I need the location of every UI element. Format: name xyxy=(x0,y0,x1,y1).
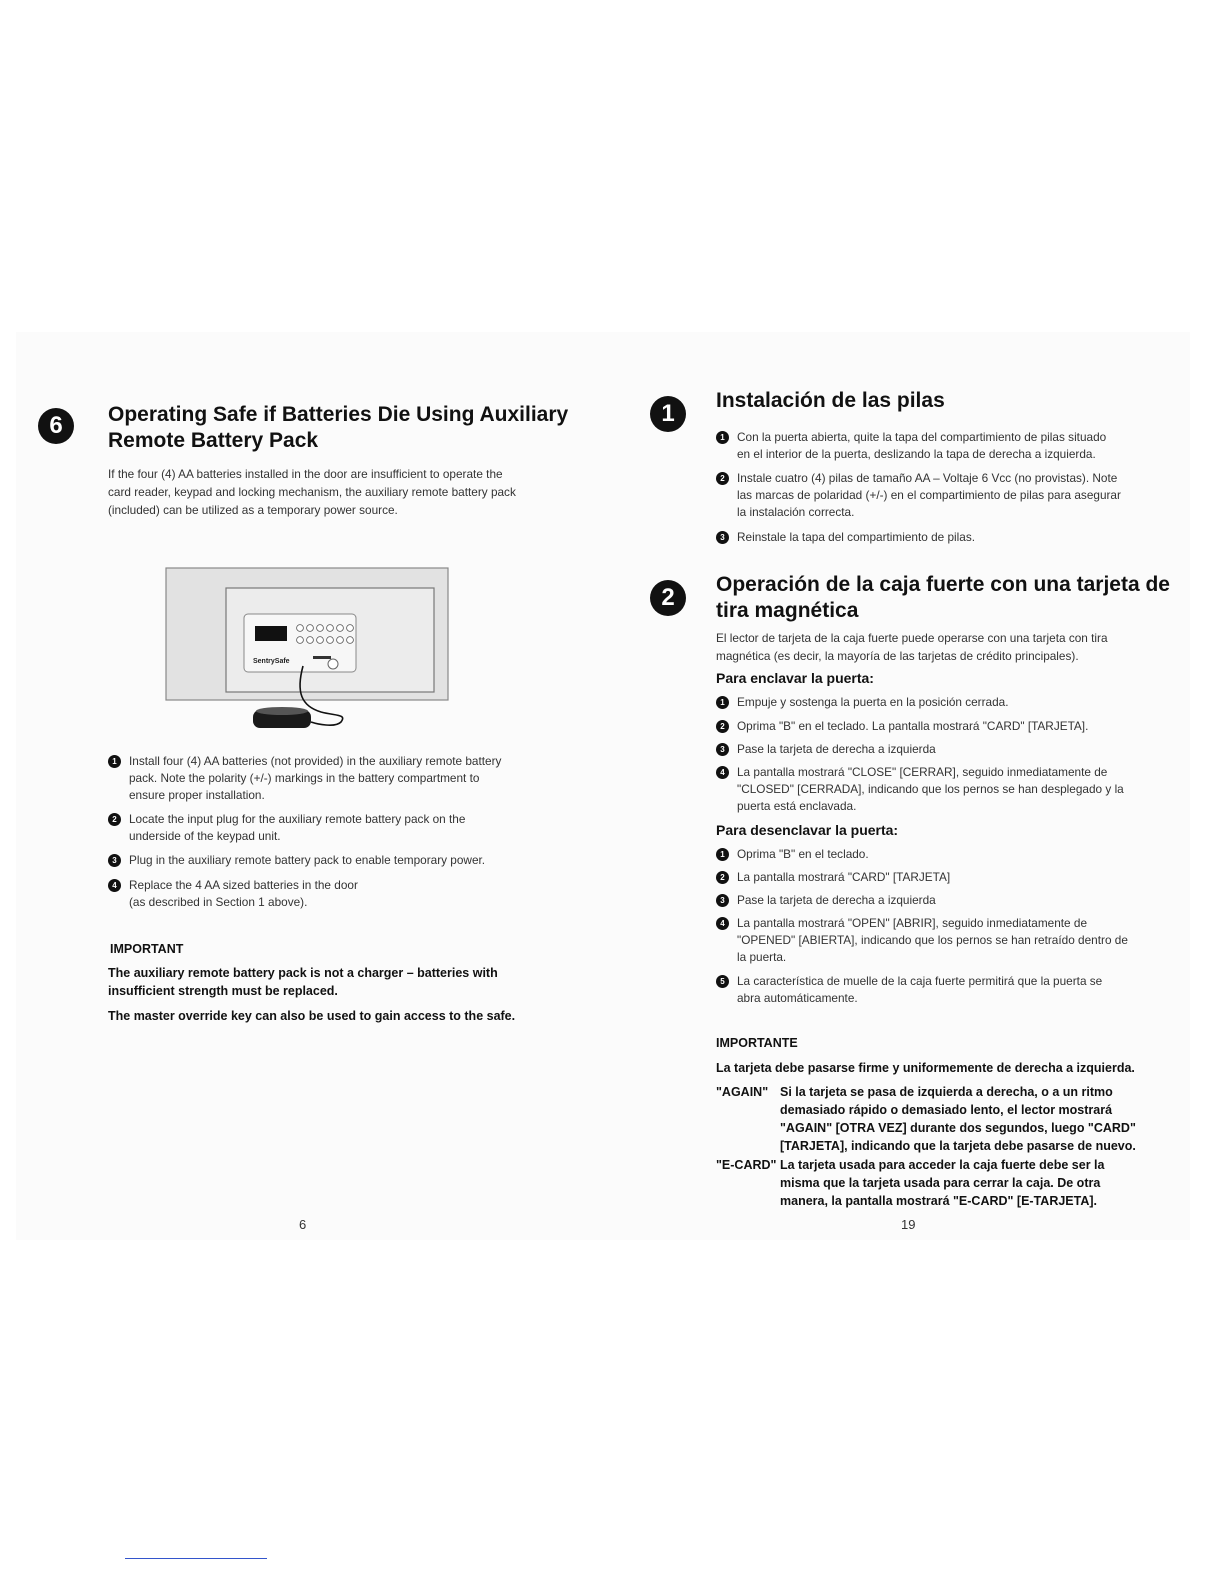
step-number-badge: 4 xyxy=(716,766,729,779)
lock-heading: Para enclavar la puerta: xyxy=(716,670,874,686)
code-line: La tarjeta usada para acceder la caja fuerte debe ser la xyxy=(780,1158,1105,1172)
step-item xyxy=(716,529,975,546)
step-item xyxy=(716,741,936,758)
page-number: 6 xyxy=(299,1217,307,1232)
step-line: Oprima "B" en el teclado. xyxy=(737,847,869,861)
step-line: las marcas de polaridad (+/-) en el compartimiento de pilas para asegurar xyxy=(737,488,1121,502)
code-line: Si la tarjeta se pasa de izquierda a derecha, o a un ritmo xyxy=(780,1085,1113,1099)
step-line: "OPENED" [ABIERTA], indicando que los pernos se han retraído dentro de xyxy=(737,933,1128,947)
step-item xyxy=(716,915,1128,966)
step-line: abra automáticamente. xyxy=(737,991,858,1005)
intro-line: magnética (es decir, la mayoría de las tarjetas de crédito principales). xyxy=(716,649,1079,663)
step-line: la puerta. xyxy=(737,950,787,964)
brand-logo: SentrySafe xyxy=(253,658,290,665)
step-item xyxy=(716,718,1088,735)
step-line: La pantalla mostrará "OPEN" [ABRIR], seguido inmediatamente de xyxy=(737,916,1088,930)
step-line: Instale cuatro (4) pilas de tamaño AA – Voltaje 6 Vcc (no provistas). Note xyxy=(737,471,1118,485)
code-line: demasiado rápido o demasiado lento, el lector mostrará xyxy=(780,1103,1113,1117)
step-line: Empuje y sostenga la puerta en la posición cerrada. xyxy=(737,695,1009,709)
battery-pack-top xyxy=(256,707,308,715)
step-line: La pantalla mostrará "CARD" [TARJETA] xyxy=(737,870,951,884)
section-title-line-2: Remote Battery Pack xyxy=(108,429,319,452)
section-title: Instalación de las pilas xyxy=(716,389,945,412)
step-line: underside of the keypad unit. xyxy=(129,829,281,843)
step-line: Pase la tarjeta de derecha a izquierda xyxy=(737,742,936,756)
step-line: Pase la tarjeta de derecha a izquierda xyxy=(737,893,936,907)
safe-illustration xyxy=(161,564,451,744)
step-item xyxy=(716,892,936,909)
intro-line: (included) can be utilized as a temporary power source. xyxy=(108,503,398,517)
step-number-badge: 1 xyxy=(716,848,729,861)
step-line: Oprima "B" en el teclado. La pantalla mostrará "CARD" [TARJETA]. xyxy=(737,719,1089,733)
right-page xyxy=(606,332,1190,1240)
step-item xyxy=(716,429,1106,463)
keypad-display xyxy=(255,626,287,641)
important-text-line: The auxiliary remote battery pack is not a charger – batteries with xyxy=(108,966,498,980)
step-item xyxy=(716,846,869,863)
display-code: "AGAIN" xyxy=(716,1085,769,1099)
intro-line: card reader, keypad and locking mechanism, the auxiliary remote battery pack xyxy=(108,485,516,499)
step-item xyxy=(108,852,485,869)
code-line: misma que la tarjeta usada para cerrar la caja. De otra xyxy=(780,1176,1101,1190)
important-label: IMPORTANTE xyxy=(716,1036,798,1050)
section-number-badge: 2 xyxy=(650,580,686,616)
step-line: La característica de muelle de la caja fuerte permitirá que la puerta se xyxy=(737,974,1103,988)
code-line: manera, la pantalla mostrará "E-CARD" [E-TARJETA]. xyxy=(780,1194,1098,1208)
important-text-line: The master override key can also be used to gain access to the safe. xyxy=(108,1009,516,1023)
step-number-badge: 1 xyxy=(716,696,729,709)
step-line: La pantalla mostrará "CLOSE" [CERRAR], seguido inmediatamente de xyxy=(737,765,1108,779)
display-code-row xyxy=(716,1083,1136,1155)
card-slot xyxy=(313,656,331,659)
step-line: Install four (4) AA batteries (not provided) in the auxiliary remote battery xyxy=(129,754,502,768)
important-text-line: La tarjeta debe pasarse firme y uniformemente de derecha a izquierda. xyxy=(716,1061,1135,1075)
section-title-line-1: Operación de la caja fuerte con una tarjeta de xyxy=(716,573,1170,596)
step-item xyxy=(108,811,465,845)
footnote-rule xyxy=(125,1558,267,1559)
step-line: en el interior de la puerta, deslizando la tapa de derecha a izquierda. xyxy=(737,447,1096,461)
step-item xyxy=(716,694,1009,711)
section-number-badge: 1 xyxy=(650,396,686,432)
step-item xyxy=(108,877,358,911)
step-number-badge: 2 xyxy=(108,813,121,826)
step-line: Reinstale la tapa del compartimiento de pilas. xyxy=(737,530,976,544)
step-number-badge: 3 xyxy=(716,531,729,544)
step-number-badge: 2 xyxy=(716,720,729,733)
step-line: pack. Note the polarity (+/-) markings in the battery compartment to xyxy=(129,771,480,785)
section-number-badge: 6 xyxy=(38,408,74,444)
step-line: la instalación correcta. xyxy=(737,505,855,519)
step-number-badge: 3 xyxy=(716,894,729,907)
display-code-row xyxy=(716,1156,1104,1210)
step-number-badge: 2 xyxy=(716,472,729,485)
code-line: [TARJETA], indicando que la tarjeta debe pasarse de nuevo. xyxy=(780,1139,1136,1153)
intro-line: If the four (4) AA batteries installed in the door are insufficient to operate the xyxy=(108,467,503,481)
step-number-badge: 3 xyxy=(716,743,729,756)
step-item xyxy=(716,764,1124,815)
step-line: ensure proper installation. xyxy=(129,788,265,802)
override-key-lock xyxy=(328,659,338,669)
section-title-line-1: Operating Safe if Batteries Die Using Auxiliary xyxy=(108,403,569,426)
step-item xyxy=(716,869,950,886)
step-line: (as described in Section 1 above). xyxy=(129,895,308,909)
intro-line: El lector de tarjeta de la caja fuerte puede operarse con una tarjeta con tira xyxy=(716,631,1108,645)
step-item xyxy=(716,973,1102,1007)
step-item xyxy=(108,753,501,804)
important-text-line: insufficient strength must be replaced. xyxy=(108,984,338,998)
code-line: "AGAIN" [OTRA VEZ] durante dos segundos, luego "CARD" xyxy=(780,1121,1136,1135)
step-number-badge: 4 xyxy=(716,917,729,930)
section-title-line-2: tira magnética xyxy=(716,599,859,622)
step-item xyxy=(716,470,1121,521)
important-label: IMPORTANT xyxy=(110,942,184,956)
step-line: Locate the input plug for the auxiliary remote battery pack on the xyxy=(129,812,466,826)
step-number-badge: 4 xyxy=(108,879,121,892)
left-page xyxy=(16,332,606,1240)
page-number: 19 xyxy=(901,1217,916,1232)
step-line: Plug in the auxiliary remote battery pack to enable temporary power. xyxy=(129,853,486,867)
step-line: puerta está enclavada. xyxy=(737,799,857,813)
manual-spread xyxy=(16,332,1190,1240)
step-number-badge: 2 xyxy=(716,871,729,884)
display-code: "E-CARD" xyxy=(716,1158,777,1172)
step-number-badge: 3 xyxy=(108,854,121,867)
step-number-badge: 1 xyxy=(108,755,121,768)
step-number-badge: 1 xyxy=(716,431,729,444)
unlock-heading: Para desenclavar la puerta: xyxy=(716,822,899,838)
step-line: "CLOSED" [CERRADA], indicando que los pernos se han desplegado y la xyxy=(737,782,1124,796)
step-line: Con la puerta abierta, quite la tapa del compartimiento de pilas situado xyxy=(737,430,1107,444)
step-line: Replace the 4 AA sized batteries in the door xyxy=(129,878,358,892)
step-number-badge: 5 xyxy=(716,975,729,988)
